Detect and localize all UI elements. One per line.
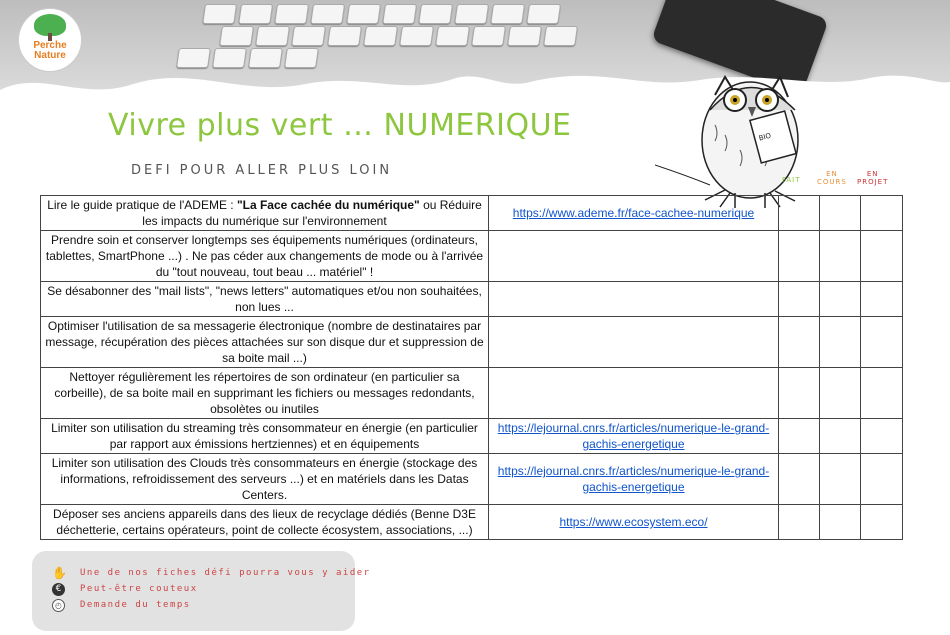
keyboard-key <box>435 26 470 46</box>
checkbox-planned[interactable] <box>861 368 903 419</box>
logo-text: Nature <box>34 50 66 61</box>
checkbox-in-progress[interactable] <box>820 282 861 317</box>
owl-screen-text: BIO <box>757 131 772 143</box>
checkbox-planned[interactable] <box>861 454 903 505</box>
checkbox-planned[interactable] <box>861 231 903 282</box>
challenge-description: Lire le guide pratique de l'ADEME : "La Face cachée du numérique" ou Réduire les impacts du numérique sur l'environnement <box>41 196 489 231</box>
clock-icon: ◴ <box>52 599 65 612</box>
table-row <box>41 419 903 454</box>
status-done-label: FAIT <box>782 176 801 184</box>
resource-link-cell <box>489 231 779 282</box>
resource-link[interactable]: https://lejournal.cnrs.fr/articles/numerique-le-grand-gachis-energetique <box>497 464 770 494</box>
checkbox-in-progress[interactable] <box>820 196 861 231</box>
keyboard-key <box>219 26 254 46</box>
table-row <box>41 505 903 540</box>
keyboard-key <box>490 4 525 24</box>
table-row <box>41 454 903 505</box>
table-row <box>41 231 903 282</box>
page-subtitle: DEFI POUR ALLER PLUS LOIN <box>131 163 393 178</box>
resource-link-cell <box>489 419 779 454</box>
keyboard-key <box>471 26 506 46</box>
resource-link[interactable]: https://www.ademe.fr/face-cachee-numerique <box>512 206 755 220</box>
challenge-description: Optimiser l'utilisation de sa messagerie électronique (nombre de destinataires par message, récupération des pièces attachées sur son disque dur et suppression de sa boite mail ...) <box>41 317 489 368</box>
checkbox-in-progress[interactable] <box>820 419 861 454</box>
resource-link-cell <box>489 505 779 540</box>
keyboard-key <box>202 4 237 24</box>
keyboard-key <box>454 4 489 24</box>
resource-link[interactable]: https://www.ecosystem.eco/ <box>559 515 708 529</box>
keyboard-key <box>327 26 362 46</box>
table-row <box>41 317 903 368</box>
challenge-description: Déposer ses anciens appareils dans des lieux de recyclage dédiés (Benne D3E déchetterie, certains opérateurs, point de collecte écosystem, associations, ...) <box>41 505 489 540</box>
resource-link-cell <box>489 282 779 317</box>
resource-link-cell <box>489 454 779 505</box>
checkbox-done[interactable] <box>779 454 820 505</box>
checkbox-planned[interactable] <box>861 419 903 454</box>
status-planned-label: EN PROJET <box>857 170 889 186</box>
checkbox-planned[interactable] <box>861 505 903 540</box>
checkbox-done[interactable] <box>779 505 820 540</box>
keyboard-key <box>526 4 561 24</box>
page-title: Vivre plus vert … NUMERIQUE <box>108 108 572 143</box>
checkbox-done[interactable] <box>779 368 820 419</box>
logo-text: Perche <box>33 40 67 51</box>
keyboard-key <box>346 4 381 24</box>
challenge-description: Nettoyer régulièrement les répertoires de son ordinateur (en particulier sa corbeille), de sa boite mail en supprimant les fichiers ou messages redondants, obsolètes ou inutiles <box>41 368 489 419</box>
keyboard-key <box>310 4 345 24</box>
challenge-description: Se désabonner des "mail lists", "news letters" automatiques et/ou non souhaitées, non lues ... <box>41 282 489 317</box>
checkbox-done[interactable] <box>779 419 820 454</box>
checkbox-planned[interactable] <box>861 196 903 231</box>
resource-link-cell <box>489 196 779 231</box>
keyboard-key <box>418 4 453 24</box>
table-row <box>41 282 903 317</box>
keyboard-key <box>507 26 542 46</box>
perche-nature-logo <box>18 8 82 72</box>
keyboard-key <box>543 26 578 46</box>
challenge-description: Limiter son utilisation des Clouds très consommateurs en énergie (stockage des informations, refroidissement des serveurs ...) et en matériels dans les Datas Centers. <box>41 454 489 505</box>
status-in-progress-label: EN COURS <box>817 170 847 186</box>
checkbox-in-progress[interactable] <box>820 317 861 368</box>
keyboard-key <box>255 26 290 46</box>
challenge-description: Prendre soin et conserver longtemps ses équipements numériques (ordinateurs, tablettes, SmartPhone ...) . Ne pas céder aux changements de mode ou à l'arrivée du "tout nouveau, tout beau ... matériel" ! <box>41 231 489 282</box>
keyboard-key <box>291 26 326 46</box>
checkbox-in-progress[interactable] <box>820 505 861 540</box>
checkbox-done[interactable] <box>779 196 820 231</box>
resource-link[interactable]: https://lejournal.cnrs.fr/articles/numerique-le-grand-gachis-energetique <box>497 421 770 451</box>
checkbox-in-progress[interactable] <box>820 454 861 505</box>
resource-link-cell <box>489 317 779 368</box>
keyboard-key <box>382 4 417 24</box>
hand-icon: ✋ <box>52 566 67 580</box>
checkbox-planned[interactable] <box>861 317 903 368</box>
resource-link-cell <box>489 368 779 419</box>
keyboard-key <box>274 4 309 24</box>
owl-illustration <box>655 55 825 210</box>
checkbox-in-progress[interactable] <box>820 368 861 419</box>
keyboard-key <box>238 4 273 24</box>
euro-icon: € <box>52 583 65 596</box>
challenge-table <box>40 195 903 540</box>
legend-box: ✋ Une de nos fiches défi pourra vous y aider € Peut-être couteux ◴ Demande du temps <box>32 551 355 631</box>
checkbox-done[interactable] <box>779 231 820 282</box>
keyboard-key <box>399 26 434 46</box>
table-row <box>41 196 903 231</box>
keyboard-key <box>363 26 398 46</box>
checkbox-in-progress[interactable] <box>820 231 861 282</box>
challenge-description: Limiter son utilisation du streaming très consommateur en énergie (en particulier par rapport aux émissions hertziennes) et en équipements <box>41 419 489 454</box>
checkbox-done[interactable] <box>779 317 820 368</box>
table-row <box>41 368 903 419</box>
checkbox-done[interactable] <box>779 282 820 317</box>
checkbox-planned[interactable] <box>861 282 903 317</box>
